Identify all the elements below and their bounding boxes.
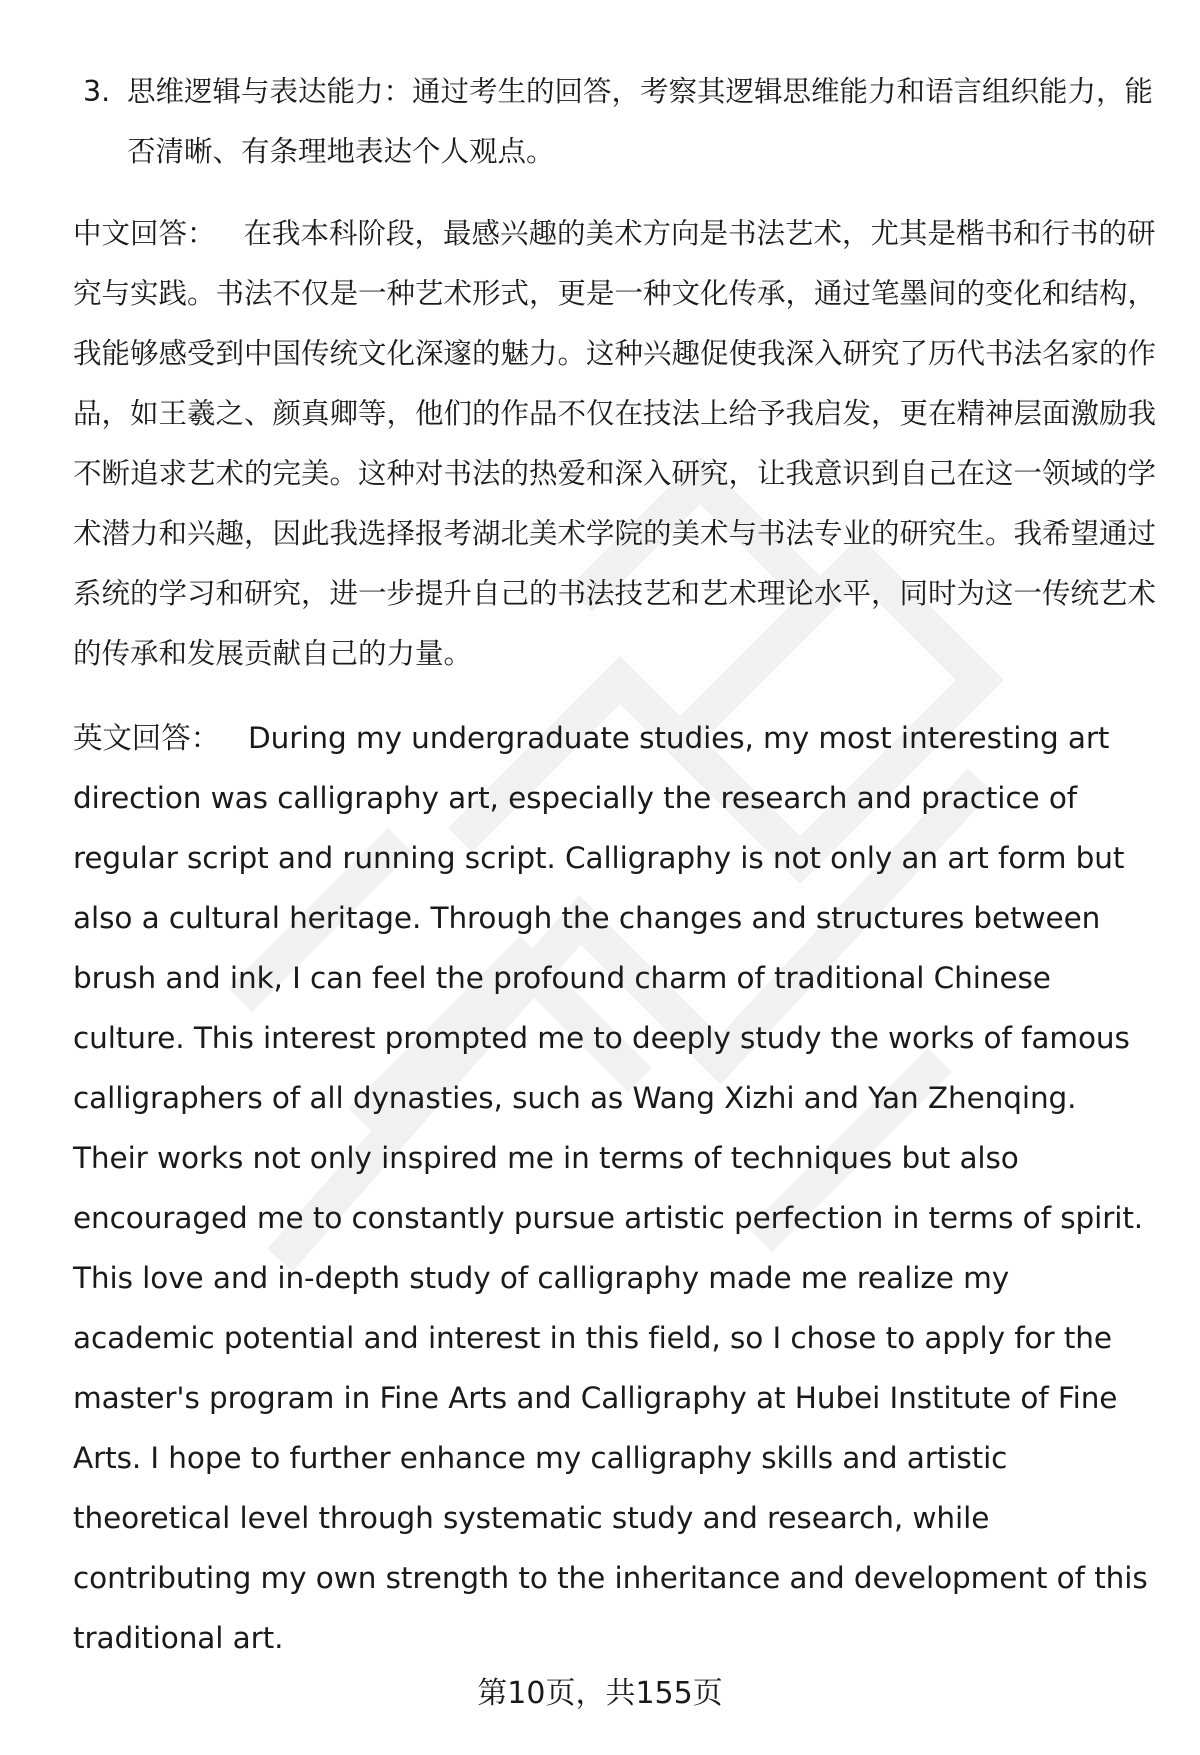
chinese-answer-text: 在我本科阶段，最感兴趣的美术方向是书法艺术，尤其是楷书和行书的研究与实践。书法不仅是一种艺术形式，更是一种文化传承，通过笔墨间的变化和结构，我能够感受到中国传统文化深邃的魅力。这种兴趣促使我深入研究了历代书法名家的作品，如王羲之、颜真卿等，他们的作品不仅在技法上给予我启发，更在精神层面激励我不断追求艺术的完美。这种对书法的热爱和深入研究，让我意识到自己在这一领域的学术潜力和兴趣，因此我选择报考湖北美术学院的美术与书法专业的研究生。我希望通过系统的学习和研究，进一步提升自己的书法技艺和艺术理论水平，同时为这一传统艺术的传承和发展贡献自己的力量。 [73, 217, 1157, 670]
document-body [73, 62, 1158, 1668]
chinese-answer-label: 中文回答： [73, 217, 216, 250]
english-answer-text: During my undergraduate studies, my most interesting art direction was calligraphy art, especially the research and practice of regular script and running script. Calligraphy is not only an art form but also a cultural heritage. Through the changes and structures between brush and ink, I can feel the profound charm of traditional Chinese culture. This interest prompted me to deeply study the works of famous calligraphers of all dynasties, such as Wang Xizhi and Yan Zhenqing. Their works not only inspired me in terms of techniques but also encouraged me to constantly pursue artistic perfection in terms of spirit. This love and in-depth study of calligraphy made me realize my academic potential and interest in this field, so I chose to apply for the master's program in Fine Arts and Calligraphy at Hubei Institute of Fine Arts. I hope to further enhance my calligraphy skills and artistic theoretical level through systematic study and research, while contributing my own strength to the inheritance and development of this traditional art. [73, 721, 1148, 1655]
page-number-footer: 第10页，共155页 [477, 1676, 723, 1711]
chinese-answer-paragraph [73, 204, 1158, 684]
list-item-text: 思维逻辑与表达能力：通过考生的回答，考察其逻辑思维能力和语言组织能力，能否清晰、有条理地表达个人观点。 [127, 75, 1154, 168]
english-answer-label: 英文回答： [73, 721, 221, 755]
list-number: 3. [83, 75, 111, 108]
english-answer-paragraph [73, 708, 1158, 1668]
evaluation-criterion-item [73, 62, 1158, 182]
